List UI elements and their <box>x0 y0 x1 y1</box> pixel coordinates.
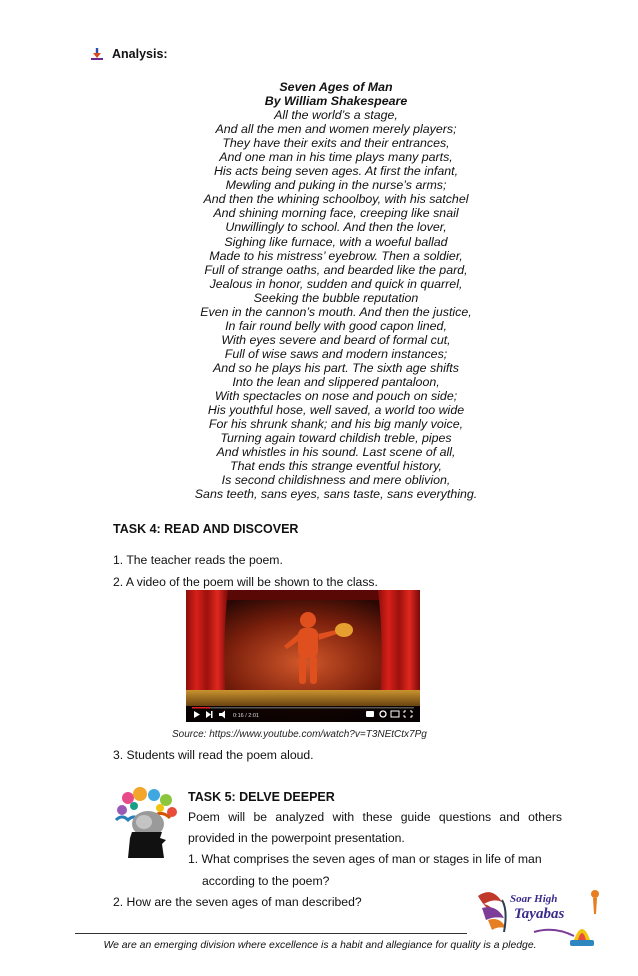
analysis-heading <box>90 47 168 61</box>
poem-line: Seeking the bubble reputation <box>253 290 419 305</box>
poem-line: His youthful hose, well saved, a world too wide <box>207 403 465 418</box>
task4-item-1: 1. The teacher reads the poem. <box>113 553 283 567</box>
analysis-label: Analysis: <box>112 47 168 61</box>
poem-line: All the world’s a stage, <box>274 108 398 123</box>
poem-line: And whistles in his sound. Last scene of all, <box>216 445 456 460</box>
poem-line: Sans teeth, sans eyes, sans taste, sans everything. <box>194 487 478 502</box>
poem-line: Jealous in honor, sudden and quick in quarrel, <box>209 276 463 291</box>
task5-heading: TASK 5: DELVE DEEPER <box>188 790 335 804</box>
poem-line: His acts being seven ages. At first the infant, <box>213 164 459 179</box>
footer-divider <box>75 933 467 934</box>
poem-line: Turning again toward childish treble, pipes <box>220 431 452 446</box>
footer-motto: We are an emerging division where excellence is a habit and allegiance for quality is a pledge. <box>103 940 537 951</box>
question-1-line-2: according to the poem? <box>202 874 330 888</box>
task5-paragraph-line-1: Poem will be analyzed with these guide questions and others <box>188 810 562 824</box>
video-frame <box>186 590 420 722</box>
poem-line: That ends this strange eventful history, <box>230 459 442 474</box>
poem-line: With eyes severe and beard of formal cut, <box>221 332 451 347</box>
poem-line: And shining morning face, creeping like snail <box>213 206 459 221</box>
right-curtain <box>378 590 420 700</box>
poem-line: And then the whining schoolboy, with his satchel <box>203 192 469 207</box>
poem-line: In fair round belly with good capon lined, <box>225 318 447 333</box>
question-2: 2. How are the seven ages of man described? <box>113 895 362 909</box>
logo-line-1: Soar High <box>510 893 558 905</box>
poem-line: Is second childishness and mere oblivion, <box>221 473 451 488</box>
poem-title: Seven Ages of Man <box>279 80 393 94</box>
poem-line: With spectacles on nose and pouch on side; <box>214 389 458 404</box>
stage-floor <box>186 690 420 706</box>
video-source: Source: https://www.youtube.com/watch?v=T3NEtCtx7Pg <box>172 729 427 740</box>
poem <box>150 80 522 501</box>
poem-line: Sighing like furnace, with a woeful ballad <box>224 234 448 249</box>
poem-line: They have their exits and their entrances, <box>222 136 450 151</box>
logo-line-2: Tayabas <box>514 906 565 922</box>
poem-line: And one man in his time plays many parts, <box>219 150 453 165</box>
video-time: 0:16 / 2:01 <box>233 713 259 719</box>
task4-item-2: 2. A video of the poem will be shown to the class. <box>113 575 378 589</box>
poem-author: By William Shakespeare <box>264 94 408 109</box>
poem-line: Even in the cannon’s mouth. And then the justice, <box>200 304 472 319</box>
poem-line: For his shrunk shank; and his big manly voice, <box>208 417 464 432</box>
poem-line: Full of strange oaths, and bearded like the pard, <box>204 262 468 277</box>
poem-line: Into the lean and slippered pantaloon, <box>232 374 440 389</box>
task4-heading: TASK 4: READ AND DISCOVER <box>113 522 299 536</box>
task4-item-3: 3. Students will read the poem aloud. <box>113 748 314 762</box>
question-1-line-1: 1. What comprises the seven ages of man or stages in life of man <box>188 852 542 866</box>
video-progress[interactable] <box>192 707 210 709</box>
thinking-head-clipart <box>110 786 186 862</box>
bullet-arrow-icon <box>90 47 104 61</box>
poem-line: Unwillingly to school. And then the lover, <box>225 220 447 235</box>
poem-line: Mewling and puking in the nurse’s arms; <box>225 178 447 193</box>
poem-line: Full of wise saws and modern instances; <box>224 346 448 361</box>
task5-paragraph-line-2: provided in the powerpoint presentation. <box>188 831 405 845</box>
captions-icon[interactable] <box>366 711 374 717</box>
poem-body <box>150 108 522 501</box>
poem-line: Made to his mistress’ eyebrow. Then a soldier, <box>209 248 463 263</box>
left-curtain <box>186 590 228 700</box>
poem-video[interactable] <box>186 590 420 722</box>
poem-line: And all the men and women merely players; <box>215 122 457 137</box>
poem-line: And so he plays his part. The sixth age shifts <box>213 360 459 375</box>
